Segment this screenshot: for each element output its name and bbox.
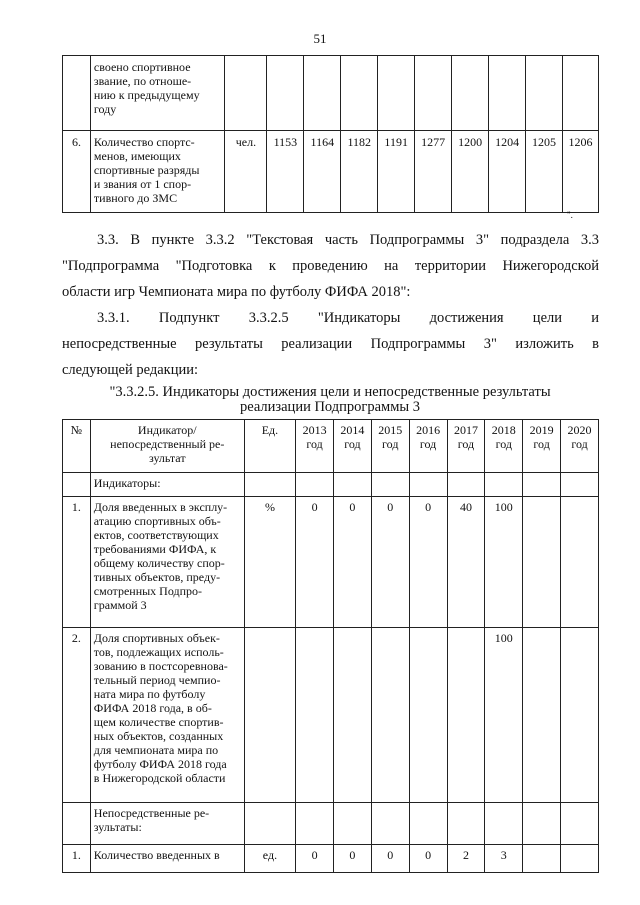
year-unit: год [419, 437, 437, 451]
continued-indicators-table [62, 55, 599, 213]
value-cell [561, 628, 599, 803]
value-cell: 1182 [341, 131, 378, 213]
value-cell [452, 56, 489, 131]
value-cell: 40 [447, 497, 485, 628]
table-row [63, 497, 599, 628]
name-line: Количество введенных в [93, 848, 220, 862]
value-cell: 3 [485, 845, 523, 873]
value-cell [304, 56, 341, 131]
indicators-table [62, 419, 599, 873]
value-cell [296, 628, 334, 803]
paragraph-line: 3.3. В пункте 3.3.2 "Текстовая часть Подпрограммы 3" подраздела 3.3 [97, 232, 599, 248]
name-line: менов, имеющих [93, 149, 181, 163]
name-line: ектов, соответствующих [93, 528, 219, 542]
unit-cell: ед. [244, 845, 295, 873]
name-line: общему количеству спор- [93, 556, 225, 570]
name-line: тов, подлежащих исполь- [93, 645, 224, 659]
year-unit: год [533, 437, 550, 451]
value-cell: 0 [296, 845, 334, 873]
value-cell: 1200 [452, 131, 489, 213]
value-cell: 1277 [415, 131, 452, 213]
year-label: 2014 [340, 423, 365, 437]
row-number: 1. [63, 497, 91, 628]
year-unit: год [344, 437, 361, 451]
name-line: нию к предыдущему [93, 88, 200, 102]
name-line: футболу ФИФА 2018 года [93, 757, 227, 771]
header-year [485, 420, 523, 473]
year-unit: год [457, 437, 475, 451]
table-row [63, 56, 599, 131]
indicator-name [90, 497, 244, 628]
name-line: смотренных Подпро- [93, 584, 203, 598]
name-line: для чемпионата мира по [93, 743, 219, 757]
value-cell: 0 [296, 497, 334, 628]
value-cell [447, 628, 485, 803]
year-unit: год [382, 437, 399, 451]
value-cell [561, 845, 599, 873]
section-row [63, 803, 599, 845]
value-cell: 2 [447, 845, 485, 873]
section-line: Непосредственные ре- [93, 806, 210, 820]
name-line: тивного до ЗМС [93, 191, 178, 205]
header-line: непосредственный ре- [110, 437, 225, 451]
year-label: 2016 [416, 423, 441, 437]
indicator-name [90, 56, 225, 131]
header-year [333, 420, 371, 473]
value-cell [523, 628, 561, 803]
value-cell: 0 [409, 845, 447, 873]
name-line: Количество спортс- [93, 135, 195, 149]
unit-cell [225, 56, 267, 131]
year-label: 2018 [491, 423, 516, 437]
paragraph-line: 3.3.1. Подпункт 3.3.2.5 "Индикаторы достижения цели и [97, 310, 599, 326]
name-line: Доля спортивных объек- [93, 631, 220, 645]
indicator-name [90, 628, 244, 803]
value-cell: 100 [485, 628, 523, 803]
value-cell [415, 56, 452, 131]
row-number: 1. [63, 845, 91, 873]
section-line: зультаты: [93, 820, 142, 834]
paragraph-line: следующей редакции: [62, 362, 199, 378]
year-label: 2017 [453, 423, 478, 437]
unit-cell: % [244, 497, 295, 628]
name-line: требованиями ФИФА, к [93, 542, 217, 556]
header-num: № [63, 420, 91, 473]
row-number [63, 803, 91, 845]
row-number: 2. [63, 628, 91, 803]
name-line: звание, по отноше- [93, 74, 192, 88]
year-label: 2013 [302, 423, 327, 437]
name-line: своено спортивное [93, 60, 191, 74]
value-cell [563, 56, 599, 131]
header-line: Индикатор/ [137, 423, 197, 437]
header-unit: Ед. [244, 420, 295, 473]
value-cell: 0 [409, 497, 447, 628]
row-number [63, 473, 91, 497]
name-line: ната мира по футболу [93, 687, 206, 701]
value-cell [267, 56, 304, 131]
value-cell [523, 497, 561, 628]
row-number: 6. [63, 131, 91, 213]
year-label: 2015 [378, 423, 403, 437]
unit-cell [244, 628, 295, 803]
name-line: Доля введенных в эксплу- [93, 500, 228, 514]
name-line: тельный период чемпио- [93, 673, 221, 687]
value-cell [341, 56, 378, 131]
value-cell [333, 628, 371, 803]
section-heading: "3.3.2.5. Индикаторы достижения цели и непосредственные результаты [109, 384, 551, 400]
name-line: спортивные разряды [93, 163, 200, 177]
header-year [561, 420, 599, 473]
table-row [63, 845, 599, 873]
section-label [90, 803, 244, 845]
value-cell [371, 628, 409, 803]
page-number: 51 [313, 31, 327, 46]
row-number [63, 56, 91, 131]
header-year [409, 420, 447, 473]
year-label: 2020 [567, 423, 592, 437]
value-cell: 0 [333, 497, 371, 628]
table-header-row [63, 420, 599, 473]
section-label: Индикаторы: [90, 473, 244, 497]
indicator-name [90, 845, 244, 873]
value-cell [489, 56, 526, 131]
year-unit: год [495, 437, 512, 451]
name-line: атацию спортивных объ- [93, 514, 221, 528]
name-line: в Нижегородской области [93, 771, 226, 785]
value-cell [378, 56, 415, 131]
year-unit: год [306, 437, 323, 451]
year-label: 2019 [529, 423, 554, 437]
paragraph-line: "Подпрограмма "Подготовка к проведению на территории Нижегородской [62, 258, 599, 274]
name-line: году [93, 102, 117, 116]
year-unit: год [571, 437, 588, 451]
paragraph-line: непосредственные результаты реализации Подпрограммы 3" изложить в [62, 336, 599, 352]
value-cell: 1205 [526, 131, 563, 213]
value-cell [523, 845, 561, 873]
section-row [63, 473, 599, 497]
unit-cell: чел. [225, 131, 267, 213]
name-line: зованию в постсоревнова- [93, 659, 228, 673]
closing-quote: ". [567, 210, 573, 220]
section-heading: реализации Подпрограммы 3 [239, 399, 421, 415]
name-line: и звания от 1 спор- [93, 177, 192, 191]
name-line: граммой 3 [93, 598, 147, 612]
name-line: щем количестве спортив- [93, 715, 224, 729]
name-line: ФИФА 2018 года, в об- [93, 701, 212, 715]
value-cell: 0 [333, 845, 371, 873]
value-cell: 1204 [489, 131, 526, 213]
value-cell: 100 [485, 497, 523, 628]
value-cell: 0 [371, 497, 409, 628]
value-cell: 1164 [304, 131, 341, 213]
value-cell [561, 497, 599, 628]
value-cell: 1206 [563, 131, 599, 213]
header-year [296, 420, 334, 473]
value-cell: 1191 [378, 131, 415, 213]
indicator-name [90, 131, 225, 213]
header-year [371, 420, 409, 473]
name-line: тивных объектов, преду- [93, 570, 221, 584]
header-indicator [90, 420, 244, 473]
value-cell [409, 628, 447, 803]
header-year [447, 420, 485, 473]
value-cell: 0 [371, 845, 409, 873]
value-cell: 1153 [267, 131, 304, 213]
header-year [523, 420, 561, 473]
table-row [63, 131, 599, 213]
value-cell [526, 56, 563, 131]
name-line: ных объектов, созданных [93, 729, 224, 743]
table-row [63, 628, 599, 803]
header-line: зультат [148, 451, 186, 465]
paragraph-line: области игр Чемпионата мира по футболу ФИФА 2018": [62, 284, 411, 300]
